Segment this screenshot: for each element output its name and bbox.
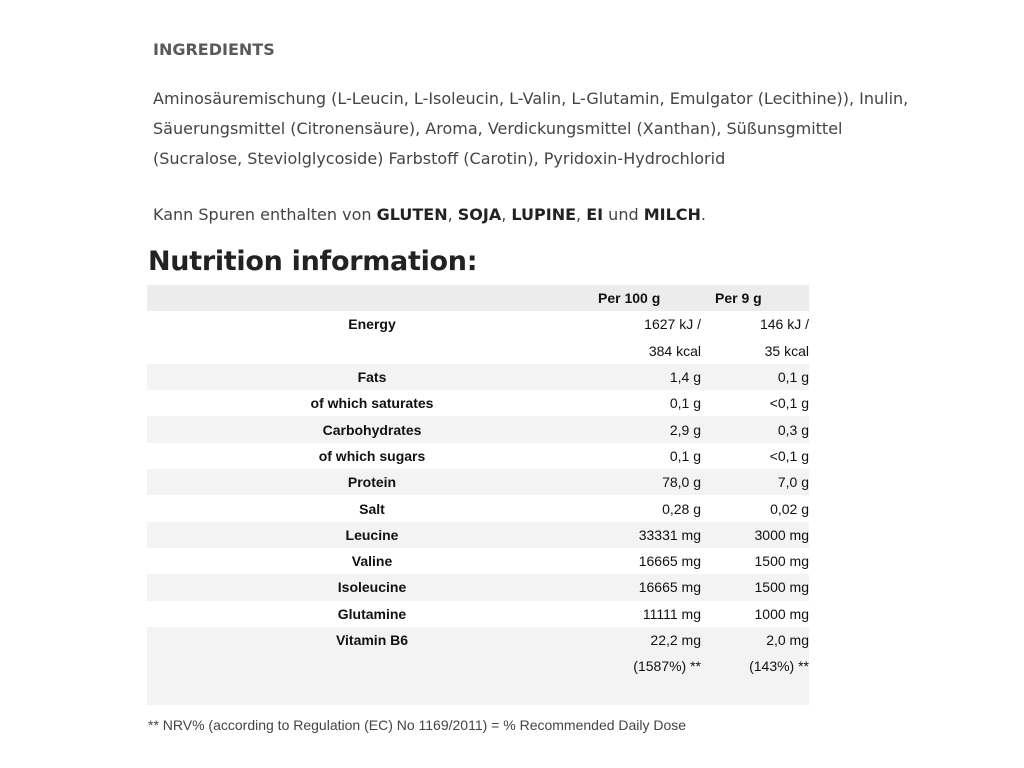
nutrient-label: Energy	[348, 316, 396, 333]
nutrition-table	[147, 285, 809, 705]
per-100g-value: (1587%) **	[633, 658, 701, 675]
per-100g-value: 1627 kJ /	[644, 316, 701, 333]
per-100g-value: 0,1 g	[669, 447, 701, 464]
nutrient-label: Glutamine	[337, 605, 407, 622]
per-100g-value: 0,28 g	[662, 500, 701, 517]
per-9g-value: 0,1 g	[777, 369, 809, 386]
per-9g-value: 1500 mg	[754, 579, 809, 596]
nutrition-row	[147, 364, 809, 390]
nutrient-name-cell	[147, 548, 597, 574]
per-100g-value: 11111 mg	[642, 605, 701, 622]
nutrition-row	[147, 390, 809, 416]
nutrient-name-cell	[147, 469, 597, 495]
per-9g-value: 2,0 mg	[766, 632, 809, 648]
spacer-cell	[147, 679, 597, 705]
nutrition-title: Nutrition information:	[148, 246, 478, 277]
ingredients-heading: INGREDIENTS	[153, 40, 275, 59]
nutrient-label: of which sugars	[318, 447, 426, 464]
per-9g-value: 3000 mg	[754, 526, 809, 543]
nutrition-rows	[147, 311, 809, 705]
nutrition-row	[147, 574, 809, 600]
per-9g-value: 146 kJ /	[759, 316, 809, 333]
spacer-cell	[707, 679, 809, 705]
allergen-item: EI	[586, 205, 604, 224]
nrv-footnote: ** NRV% (according to Regulation (EC) No 1169/2011) = % Recommended Daily Dose	[148, 717, 687, 733]
per-9g-value: 1000 mg	[754, 605, 809, 622]
nutrient-name-cell	[147, 364, 597, 390]
per-100g-value: 33331 mg	[638, 526, 701, 543]
nutrition-row	[147, 653, 809, 679]
per-100g-value: 384 kcal	[648, 342, 701, 359]
nutrition-row	[147, 338, 809, 364]
nutrient-label: Valine	[351, 553, 393, 570]
nutrient-label: Salt	[359, 500, 385, 517]
column-header-per-9g: Per 9 g	[715, 290, 762, 307]
spacer-cell	[597, 679, 707, 705]
nutrient-label: Protein	[347, 474, 397, 491]
allergen-item: SOJA	[457, 205, 502, 224]
nutrition-header-row	[147, 285, 809, 311]
nutrient-name-cell	[147, 627, 597, 653]
column-header-nutrient	[147, 285, 597, 311]
nutrient-label: Leucine	[345, 526, 399, 543]
nutrient-label: Isoleucine	[337, 579, 407, 596]
nutrition-row	[147, 469, 809, 495]
nutrient-name-cell	[147, 574, 597, 600]
per-9g-value: 1500 mg	[754, 553, 809, 570]
nutrient-label: Fats	[357, 369, 387, 386]
nutrition-row	[147, 522, 809, 548]
nutrient-label: of which saturates	[310, 395, 434, 412]
per-100g-value: 0,1 g	[669, 395, 701, 412]
nutrition-row	[147, 311, 809, 337]
nutrient-name-cell	[147, 601, 597, 627]
per-100g-value: 2,9 g	[669, 421, 701, 438]
nutrient-name-cell	[147, 522, 597, 548]
nutrient-name-cell	[147, 443, 597, 469]
nutrition-row	[147, 548, 809, 574]
nutrition-row	[147, 495, 809, 521]
per-9g-value: 35 kcal	[764, 342, 809, 359]
per-100g-value: 22,2 mg	[650, 632, 701, 648]
nutrient-name-cell	[147, 416, 597, 442]
nutrient-name-cell	[147, 653, 597, 679]
table-spacer-row	[147, 679, 809, 705]
per-9g-value: <0,1 g	[769, 395, 809, 412]
nutrition-row	[147, 443, 809, 469]
nutrition-row	[147, 627, 809, 653]
per-100g-value: 78,0 g	[662, 474, 701, 491]
per-100g-value: 16665 mg	[638, 553, 701, 570]
allergen-item: LUPINE	[511, 205, 577, 224]
per-9g-value: (143%) **	[749, 658, 809, 675]
nutrition-row	[147, 416, 809, 442]
allergen-item: GLUTEN	[376, 205, 448, 224]
nutrient-name-cell	[147, 390, 597, 416]
nutrient-name-cell	[147, 495, 597, 521]
nutrition-row	[147, 601, 809, 627]
per-9g-value: 0,3 g	[777, 421, 809, 438]
nutrient-label: Vitamin B6	[335, 632, 409, 648]
per-100g-value: 16665 mg	[638, 579, 701, 596]
per-9g-value: 7,0 g	[777, 474, 809, 491]
nutrient-label: Carbohydrates	[322, 421, 422, 438]
nutrient-name-cell	[147, 338, 597, 364]
allergen-statement: Kann Spuren enthalten von GLUTEN, SOJA, LUPINE, EI und MILCH.	[153, 205, 706, 224]
per-9g-value: 0,02 g	[770, 500, 809, 517]
nutrient-name-cell	[147, 311, 597, 337]
column-header-per-100g: Per 100 g	[598, 290, 661, 307]
per-100g-value: 1,4 g	[669, 369, 701, 386]
allergen-item: MILCH	[643, 205, 701, 224]
ingredients-text: Aminosäuremischung (L-Leucin, L-Isoleucin, L-Valin, L-Glutamin, Emulgator (Lecithine)), Inulin, Säuerungsmittel (Citronensäure), Aroma, Verdickungsmittel (Xanthan), Süßunsgmittel (Sucralose, Steviolglycoside) Farbstoff (Carotin), Pyridoxin-Hydrochlorid	[153, 89, 909, 168]
per-9g-value: <0,1 g	[769, 447, 809, 464]
